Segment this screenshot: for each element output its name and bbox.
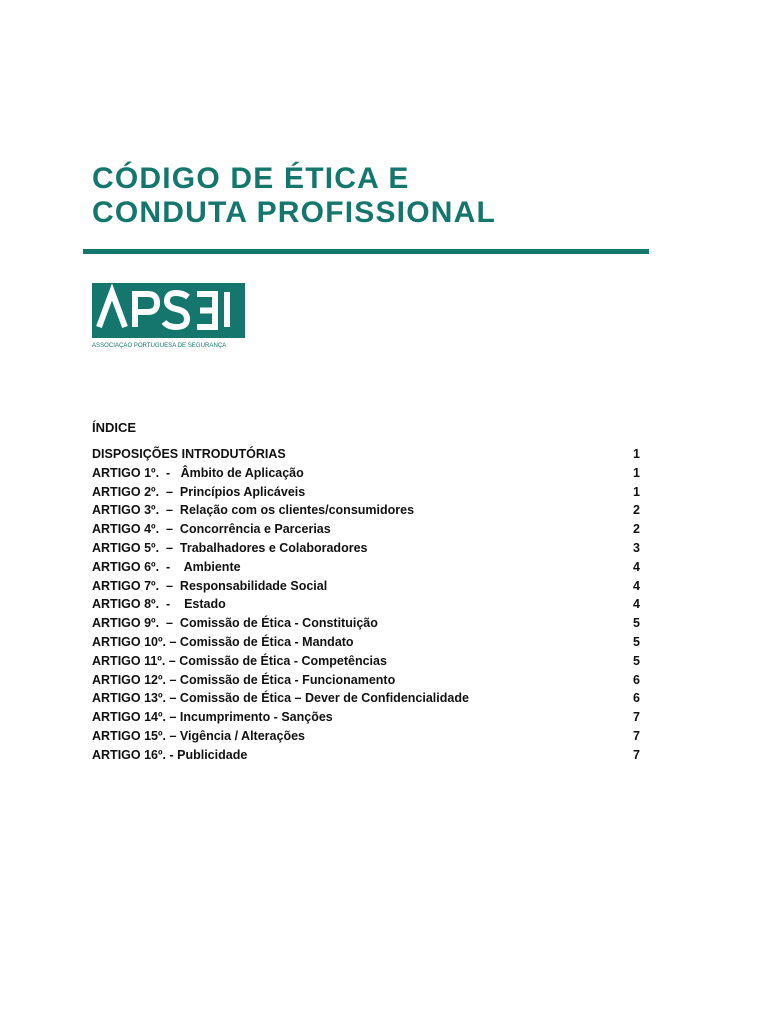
document-title-line-2: CONDUTA PROFISSIONAL: [92, 196, 496, 229]
toc-entry-label: ARTIGO 13º. – Comissão de Ética – Dever de Confidencialidade: [92, 691, 469, 706]
toc-entry-label: ARTIGO 4º. – Concorrência e Parcerias: [92, 522, 331, 537]
toc-entry: [92, 671, 640, 690]
toc-entry-page: 5: [633, 616, 640, 631]
toc-entry-label: ARTIGO 15º. – Vigência / Alterações: [92, 728, 305, 743]
toc-entry-page: 1: [633, 484, 640, 499]
toc-entry-label: ARTIGO 7º. – Responsabilidade Social: [92, 578, 328, 593]
toc-entry: [92, 520, 640, 539]
toc-entry: [92, 652, 640, 671]
toc-entry-page: 5: [633, 653, 640, 668]
toc-entry-label: ARTIGO 11º. – Comissão de Ética - Competências: [92, 653, 387, 668]
document-title: [92, 162, 496, 230]
toc-entry-page: 2: [633, 503, 640, 518]
document-title-line-1: CÓDIGO DE ÉTICA E: [92, 162, 410, 195]
toc-entry-page: 6: [633, 672, 640, 687]
toc-entry-label: DISPOSIÇÕES INTRODUTÓRIAS: [92, 447, 286, 461]
toc-entry-page: 4: [633, 559, 640, 574]
toc-entry: [92, 746, 640, 765]
toc-entry: [92, 595, 640, 614]
toc-entry-label: ARTIGO 8º. - Estado: [92, 597, 226, 612]
toc-entry-page: 1: [633, 465, 640, 480]
table-of-contents: [92, 445, 640, 765]
toc-entry: [92, 464, 640, 483]
toc-entry-page: 5: [633, 634, 640, 649]
toc-entry: [92, 558, 640, 577]
toc-entry-page: 2: [633, 522, 640, 537]
toc-entry-page: 4: [633, 578, 640, 593]
toc-entry-label: ARTIGO 2º. – Princípios Aplicáveis: [92, 484, 306, 499]
toc-entry-label: ARTIGO 12º. – Comissão de Ética - Funcionamento: [92, 672, 396, 687]
toc-entry-label: ARTIGO 14º. – Incumprimento - Sanções: [92, 710, 333, 725]
toc-entry-label: ARTIGO 9º. – Comissão de Ética - Constituição: [92, 616, 378, 631]
toc-heading: ÍNDICE: [92, 420, 137, 435]
toc-entry: [92, 539, 640, 558]
toc-entry: [92, 689, 640, 708]
toc-entry: [92, 614, 640, 633]
toc-entry-page: 7: [633, 747, 640, 762]
toc-entry: [92, 577, 640, 596]
toc-entry-label: ARTIGO 3º. – Relação com os clientes/consumidores: [92, 503, 415, 518]
toc-entry: [92, 445, 640, 464]
toc-entry-page: 7: [633, 728, 640, 743]
apsei-tagline: ASSOCIAÇÃO PORTUGUESA DE SEGURANÇA: [92, 343, 227, 349]
toc-entry: [92, 727, 640, 746]
toc-entry: [92, 483, 640, 502]
apsei-wordmark: [92, 283, 245, 338]
toc-entry-label: ARTIGO 16º. - Publicidade: [92, 747, 248, 762]
toc-entry-page: 1: [633, 447, 640, 461]
toc-entry: [92, 708, 640, 727]
toc-entry: [92, 633, 640, 652]
toc-entry-label: ARTIGO 6º. - Ambiente: [92, 559, 241, 574]
toc-entry-page: 3: [633, 540, 640, 555]
apsei-logo-mark: [92, 283, 245, 338]
toc-entry: [92, 501, 640, 520]
toc-entry-page: 4: [633, 597, 640, 612]
title-divider: [83, 249, 649, 254]
toc-entry-label: ARTIGO 1º. - Âmbito de Aplicação: [92, 465, 304, 480]
apsei-logo: [92, 283, 246, 352]
toc-entry-label: ARTIGO 10º. – Comissão de Ética - Mandato: [92, 634, 354, 649]
toc-entry-page: 6: [633, 691, 640, 706]
toc-entry-page: 7: [633, 710, 640, 725]
toc-entry-label: ARTIGO 5º. – Trabalhadores e Colaboradores: [92, 540, 368, 555]
